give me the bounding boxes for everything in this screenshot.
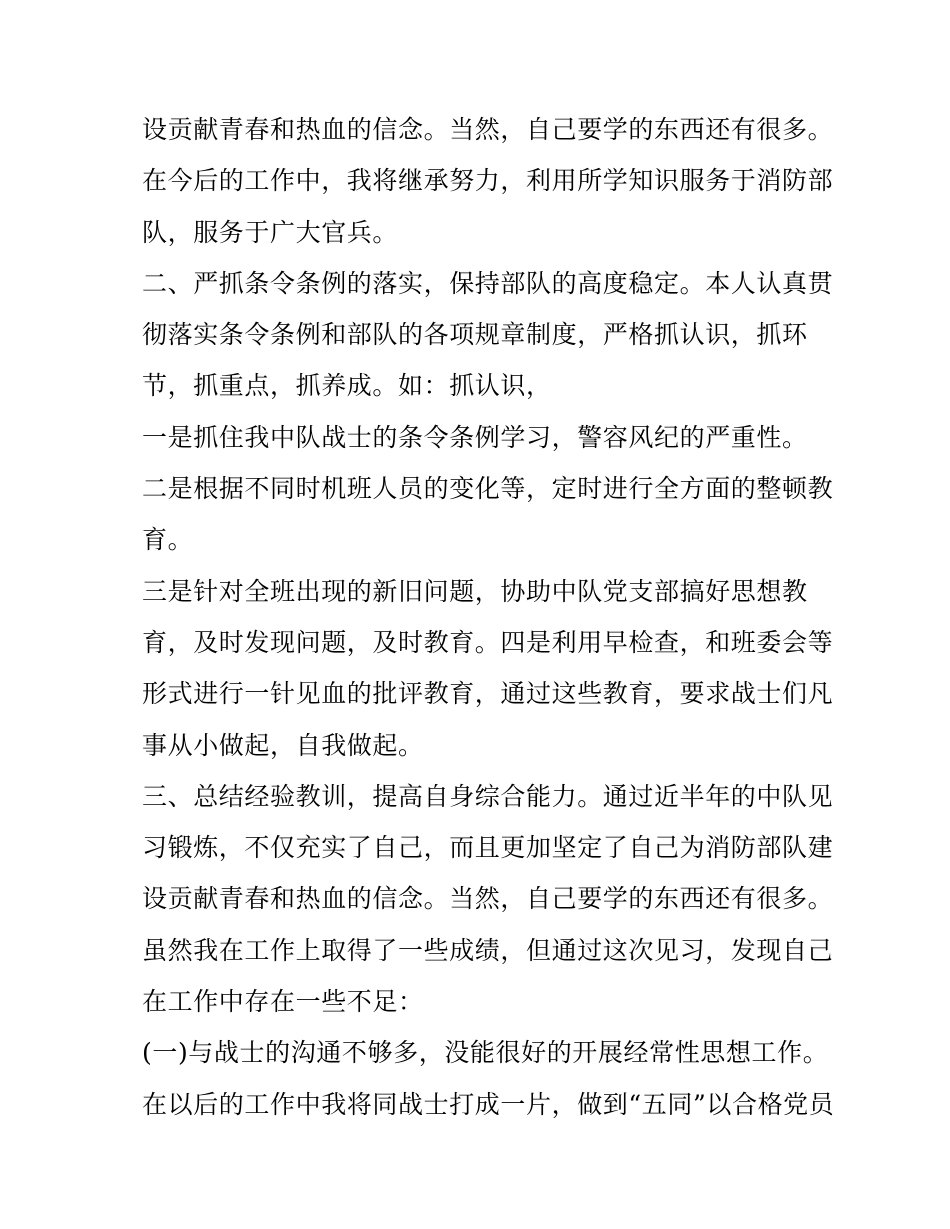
text-line: 形式进行一针见血的批评教育，通过这些教育，要求战士们凡 <box>142 679 834 709</box>
text-line: 习锻炼，不仅充实了自己，而且更加坚定了自己为消防部队建 <box>142 833 834 863</box>
text-line: 设贡献青春和热血的信念。当然，自己要学的东西还有很多。 <box>142 884 834 914</box>
body-text <box>142 104 835 1130</box>
text-line: 事从小做起，自我做起。 <box>142 730 424 760</box>
text-line: 彻落实条令条例和部队的各项规章制度，严格抓认识，抓环 <box>142 320 808 350</box>
text-line: 在以后的工作中我将同战士打成一片，做到“五同”以合格党员 <box>142 1089 835 1119</box>
text-line: (一)与战士的沟通不够多，没能很好的开展经常性思想工作。 <box>142 1038 829 1068</box>
text-line: 三是针对全班出现的新旧问题，协助中队党支部搞好思想教 <box>142 576 808 606</box>
text-line: 在工作中存在一些不足： <box>142 987 424 1017</box>
text-line: 一是抓住我中队战士的条令条例学习，警容风纪的严重性。 <box>142 422 808 452</box>
text-line: 二、严抓条令条例的落实，保持部队的高度稳定。本人认真贯 <box>142 268 834 298</box>
text-line: 育，及时发现问题，及时教育。四是利用早检查，和班委会等 <box>142 627 834 657</box>
text-line: 设贡献青春和热血的信念。当然，自己要学的东西还有很多。 <box>142 115 834 144</box>
text-line: 节，抓重点，抓养成。如：抓认识， <box>142 371 552 401</box>
text-line: 队，服务于广大官兵。 <box>142 217 399 247</box>
text-line: 二是根据不同时机班人员的变化等，定时进行全方面的整顿教 <box>142 474 834 504</box>
text-line: 在今后的工作中，我将继承努力，利用所学知识服务于消防部 <box>142 166 834 196</box>
text-line: 育。 <box>142 525 194 555</box>
text-line: 三、总结经验教训，提高自身综合能力。通过近半年的中队见 <box>142 781 834 811</box>
text-line: 虽然我在工作上取得了一些成绩，但通过这次见习，发现自己 <box>142 935 834 965</box>
